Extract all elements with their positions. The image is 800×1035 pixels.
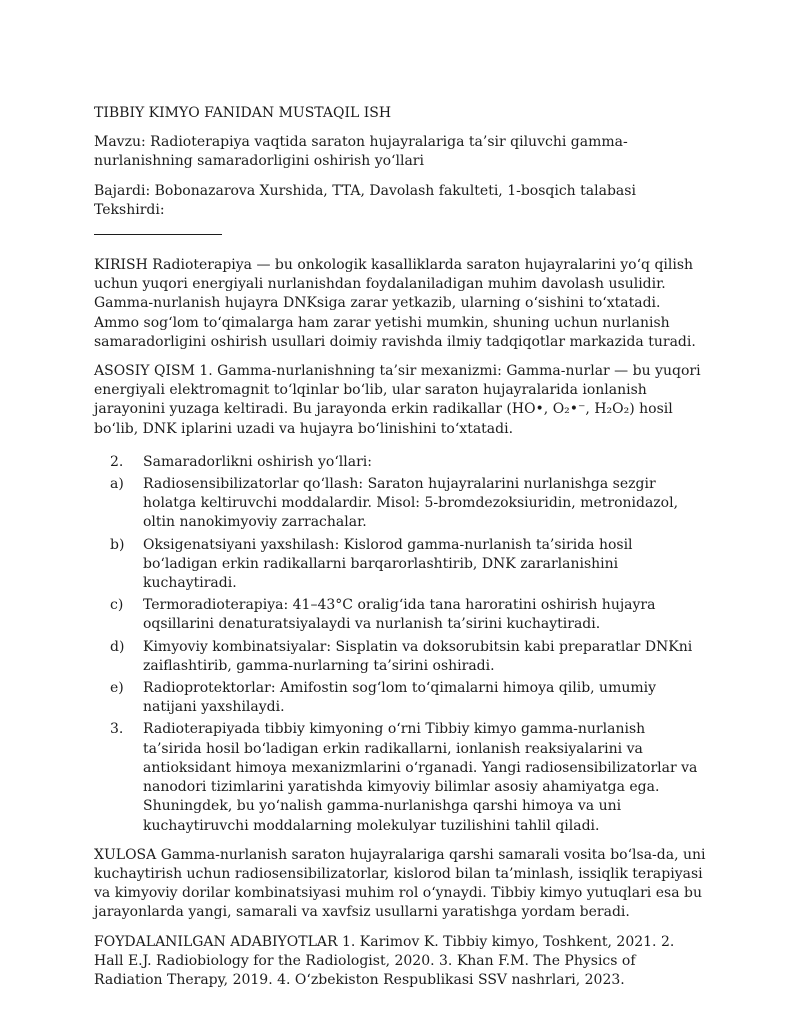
list-item-text: Radioterapiyada tibbiy kimyoning o‘rni Tibbiy kimyo gamma-nurlanish ta’sirida hosil bo‘ladigan erkin radikallarni, ionlanish reaksiyalarini va antioksidant himoya mexanizmlarini o‘rganadi. Yangi radiosensibilizatorlar va nanodori tizimlarini yaratishda kimyoviy bilimlar asosiy ahamiyatga ega. Shuningdek, bu yo‘nalish gamma-nurlanishga qarshi himoya va uni kuchaytiruvchi moddalarning molekulyar tuzilishini tahlil qiladi. bbox=[143, 721, 698, 834]
references-paragraph: FOYDALANILGAN ADABIYOTLAR 1. Karimov K. Tibbiy kimyo, Toshkent, 2021. 2. Hall E.J. Radiobiology for the Radiologist, 2020. 3. Khan F.M. The Physics of Radiation Therapy, 2019. 4. O‘zbekiston Respublikasi SSV nashrlari, 2023. bbox=[94, 933, 675, 988]
list-item bbox=[94, 720, 706, 835]
list-item-text: Kimyoviy kombinatsiyalar: Sisplatin va doksorubitsin kabi preparatlar DNKni zaiflashtirib, gamma-nurlarning ta’sirini oshiradi. bbox=[143, 638, 693, 674]
list-marker: d) bbox=[110, 638, 125, 655]
list-item bbox=[94, 475, 706, 533]
document-title: TIBBIY KIMYO FANIDAN MUSTAQIL ISH bbox=[94, 105, 392, 121]
list-item bbox=[94, 679, 706, 717]
list-item-text: Radiosensibilizatorlar qo‘llash: Saraton hujayralarini nurlanishga sezgir holatga keltiruvchi moddalardir. Misol: 5-bromdezoksiuridin, metronidazol, oltin nanokimyoviy zarrachalar. bbox=[143, 476, 679, 531]
topic-paragraph: Mavzu: Radioterapiya vaqtida saraton hujayralariga ta’sir qiluvchi gamma-nurlanishning samaradorligini oshirish yo‘llari bbox=[94, 134, 628, 170]
author-line: Bajardi: Bobonazarova Xurshida, TTA, Davolash fakulteti, 1-bosqich talabasi Tekshirdi: bbox=[94, 182, 636, 218]
list-marker: c) bbox=[110, 597, 124, 614]
list-marker: 2. bbox=[110, 453, 124, 470]
list-item bbox=[94, 638, 706, 676]
list-item bbox=[94, 453, 706, 472]
list-item-text: Samaradorlikni oshirish yo‘llari: bbox=[143, 453, 372, 470]
document-page bbox=[94, 104, 706, 1000]
list-marker: 3. bbox=[110, 721, 124, 738]
conclusion-paragraph: XULOSA Gamma-nurlanish saraton hujayralariga qarshi samarali vosita bo‘lsa-da, uni kuchaytirish uchun radiosensibilizatorlar, kislorod bilan ta’minlash, issiqlik terapiyasi va kimyoviy dorilar kombinatsiyasi muhim rol o‘ynaydi. Tibbiy kimyo yutuqlari esa bu jarayonlarda yangi, samarali va xavfsiz usullarni yaratishga yordam beradi. bbox=[94, 846, 706, 921]
list-marker: e) bbox=[110, 680, 124, 697]
list-item-text: Oksigenatsiyani yaxshilash: Kislorod gamma-nurlanish ta’sirida hosil bo‘ladigan erkin radikallarni barqarorlashtirib, DNK zararlanishini kuchaytiradi. bbox=[143, 536, 633, 592]
list-item-text: Termoradioterapiya: 41–43°C oralig‘ida tana haroratini oshirish hujayra oqsillarini denaturatsiyalaydi va nurlanish ta’sirini kuchaytiradi. bbox=[143, 597, 656, 633]
list-item bbox=[94, 596, 706, 634]
list-marker: b) bbox=[110, 536, 125, 553]
list-item bbox=[94, 536, 706, 594]
signature-line bbox=[94, 220, 706, 246]
list-marker: a) bbox=[110, 476, 124, 493]
main-section-paragraph: ASOSIY QISM 1. Gamma-nurlanishning ta’sir mexanizmi: Gamma-nurlar — bu yuqori energiyali elektromagnit to‘lqinlar bo‘lib, ular saraton hujayralarida ionlanish jarayonini yuzaga keltiradi. Bu jarayonda erkin radikallar (HO•, O₂•⁻, H₂O₂) hosil bo‘lib, DNK iplarini uzadi va hujayra bo‘linishini to‘xtatadi. bbox=[94, 363, 701, 437]
numbered-list bbox=[94, 453, 706, 836]
intro-paragraph: KIRISH Radioterapiya — bu onkologik kasalliklarda saraton hujayralarini yo‘q qilish uchun yuqori energiyali nurlanishdan foydalaniladigan muhim davolash usulidir. Gamma-nurlanish hujayra DNKsiga zarar yetkazib, ularning o‘sishini to‘xtatadi. Ammo sog‘lom to‘qimalarga ham zarar yetishi mumkin, shuning uchun nurlanish samaradorligini oshirish usullari doimiy ravishda ilmiy tadqiqotlar markazida turadi. bbox=[94, 257, 696, 350]
list-item-text: Radioprotektorlar: Amifostin sog‘lom to‘qimalarni himoya qilib, umumiy natijani yaxshilaydi. bbox=[143, 680, 657, 716]
